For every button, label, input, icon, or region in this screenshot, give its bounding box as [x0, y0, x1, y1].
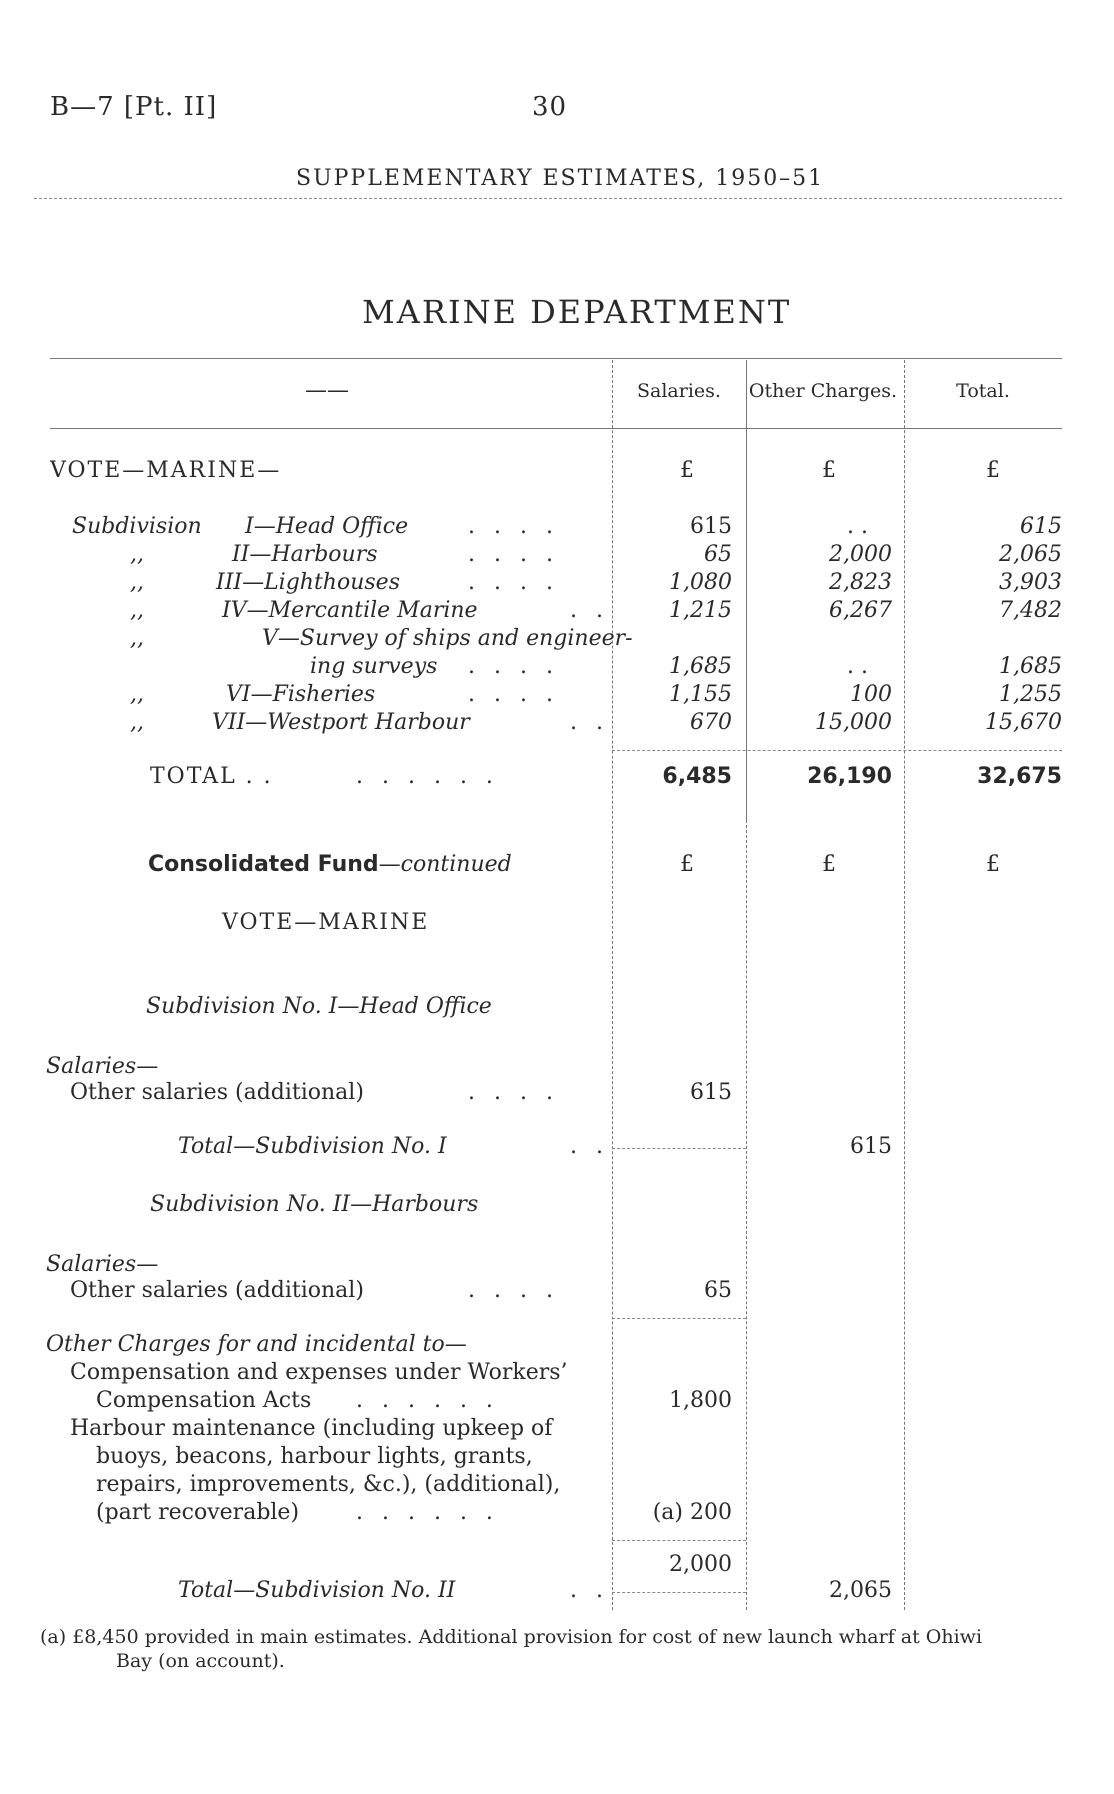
harbour-maintenance-line: Harbour maintenance (including upkeep of [70, 1416, 553, 1441]
column-header-total: Total. [956, 380, 1010, 402]
row-other: 15,000 [815, 710, 892, 735]
row-total: 1,255 [999, 682, 1062, 707]
section-rule [612, 1318, 746, 1319]
row-total: 7,482 [999, 598, 1062, 623]
subdivision-2-total-label: Total—Subdivision No. II [178, 1578, 456, 1603]
row-prefix: ,, [130, 626, 144, 651]
table-header-rule [50, 428, 1062, 429]
row-prefix: ,, [130, 682, 144, 707]
row-salaries: 1,155 [669, 682, 732, 707]
row-label: II—Harbours [232, 542, 378, 567]
row-prefix: ,, [130, 542, 144, 567]
row-salaries: 670 [690, 710, 732, 735]
row-other: 2,000 [829, 542, 892, 567]
subdivision-1-total: 615 [850, 1134, 892, 1159]
column-header-salaries: Salaries. [637, 380, 721, 402]
table-top-rule [50, 358, 1062, 359]
fund-heading-bold: Consolidated Fund [148, 852, 379, 877]
row-label-continued: ing surveys [310, 654, 438, 679]
leader-dots: . . . . [468, 542, 559, 567]
column-separator-2 [746, 360, 747, 820]
leader-dots: . . . . . . [356, 764, 499, 789]
row-label: VI—Fisheries [226, 682, 376, 707]
harbour-maintenance-amount: (a) 200 [652, 1500, 732, 1525]
currency-total: £ [986, 458, 1000, 483]
department-title: MARINE DEPARTMENT [362, 293, 792, 331]
other-charges-subtotal: 2,000 [669, 1552, 732, 1577]
currency-salaries: £ [680, 852, 694, 877]
leader-dots: . . [570, 1134, 609, 1159]
compensation-amount: 1,800 [669, 1388, 732, 1413]
salaries-heading: Salaries— [46, 1252, 159, 1277]
leader-dots: . . [570, 598, 609, 623]
subdivision-1-salaries: 615 [690, 1080, 732, 1105]
row-salaries: 65 [704, 542, 732, 567]
leader-dots: . . . . . . [356, 1500, 499, 1525]
row-salaries: 615 [690, 514, 732, 539]
row-prefix: ,, [130, 710, 144, 735]
row-other: 100 [850, 682, 892, 707]
column-header-other-charges: Other Charges. [748, 380, 898, 402]
row-total: 615 [1020, 514, 1062, 539]
row-label: I—Head Office [245, 514, 409, 539]
fund-heading-continued: —continued [378, 852, 512, 877]
row-label: V—Survey of ships and engineer- [262, 626, 633, 651]
compensation-line-continued: Compensation Acts [96, 1388, 312, 1413]
compensation-line: Compensation and expenses under Workers’ [70, 1360, 568, 1385]
currency-other: £ [822, 852, 836, 877]
other-charges-heading: Other Charges for and incidental to— [46, 1332, 467, 1357]
subdivision-2-salaries: 65 [704, 1278, 732, 1303]
vote-label: VOTE—MARINE— [50, 458, 282, 483]
leader-dots: . . . . [468, 570, 559, 595]
row-other: . . [847, 514, 868, 539]
subtotal-rule [612, 1148, 746, 1149]
subdivision-2-heading: Subdivision No. II—Harbours [150, 1192, 479, 1217]
column-separator-2-lower [746, 820, 747, 1610]
row-other: 2,823 [829, 570, 892, 595]
row-label: III—Lighthouses [216, 570, 400, 595]
subtotal-rule [612, 1592, 746, 1593]
leader-dots: . . . . [468, 514, 559, 539]
currency-total: £ [986, 852, 1000, 877]
row-salaries: 1,685 [669, 654, 732, 679]
row-label: VII—Westport Harbour [212, 710, 470, 735]
total-rule [612, 750, 1062, 751]
harbour-maintenance-line-2: buoys, beacons, harbour lights, grants, [96, 1444, 533, 1469]
row-prefix: Subdivision [72, 514, 202, 539]
page-number: 30 [532, 92, 568, 122]
header-rule [34, 198, 1062, 199]
total-salaries: 6,485 [662, 764, 732, 789]
row-other: 6,267 [829, 598, 892, 623]
row-label: IV—Mercantile Marine [222, 598, 478, 623]
leader-dots: . . . . . . [356, 1388, 499, 1413]
subtotal-rule [612, 1540, 746, 1541]
salaries-heading: Salaries— [46, 1054, 159, 1079]
row-other: . . [847, 654, 868, 679]
running-title: SUPPLEMENTARY ESTIMATES, 1950–51 [296, 166, 825, 191]
currency-other: £ [822, 458, 836, 483]
row-total: 2,065 [999, 542, 1062, 567]
total-label: TOTAL . . [150, 764, 273, 789]
currency-salaries: £ [680, 458, 694, 483]
subdivision-1-heading: Subdivision No. I—Head Office [146, 994, 492, 1019]
stub-header: —— [305, 378, 349, 403]
document-reference: B—7 [Pt. II] [50, 92, 218, 122]
leader-dots: . . [570, 710, 609, 735]
leader-dots: . . . . [468, 1080, 559, 1105]
other-salaries-line: Other salaries (additional) [70, 1080, 364, 1105]
leader-dots: . . [570, 1578, 609, 1603]
row-salaries: 1,080 [669, 570, 732, 595]
footnote-line-2: Bay (on account). [116, 1650, 285, 1672]
detail-vote-label: VOTE—MARINE [222, 910, 430, 935]
row-total: 15,670 [985, 710, 1062, 735]
leader-dots: . . . . [468, 682, 559, 707]
row-prefix: ,, [130, 598, 144, 623]
row-salaries: 1,215 [669, 598, 732, 623]
harbour-maintenance-line-4: (part recoverable) [96, 1500, 300, 1525]
leader-dots: . . . . [468, 654, 559, 679]
column-separator-1 [612, 360, 613, 1610]
subdivision-1-total-label: Total—Subdivision No. I [178, 1134, 447, 1159]
subdivision-2-total: 2,065 [829, 1578, 892, 1603]
row-total: 3,903 [999, 570, 1062, 595]
footnote-line-1: (a) £8,450 provided in main estimates. Additional provision for cost of new launch wharf at Ohiwi [40, 1626, 983, 1648]
total-other: 26,190 [807, 764, 892, 789]
row-prefix: ,, [130, 570, 144, 595]
other-salaries-line: Other salaries (additional) [70, 1278, 364, 1303]
total-total: 32,675 [977, 764, 1062, 789]
row-total: 1,685 [999, 654, 1062, 679]
column-separator-3 [904, 360, 905, 1610]
leader-dots: . . . . [468, 1278, 559, 1303]
harbour-maintenance-line-3: repairs, improvements, &c.), (additional), [96, 1472, 561, 1497]
fund-heading [148, 852, 512, 877]
